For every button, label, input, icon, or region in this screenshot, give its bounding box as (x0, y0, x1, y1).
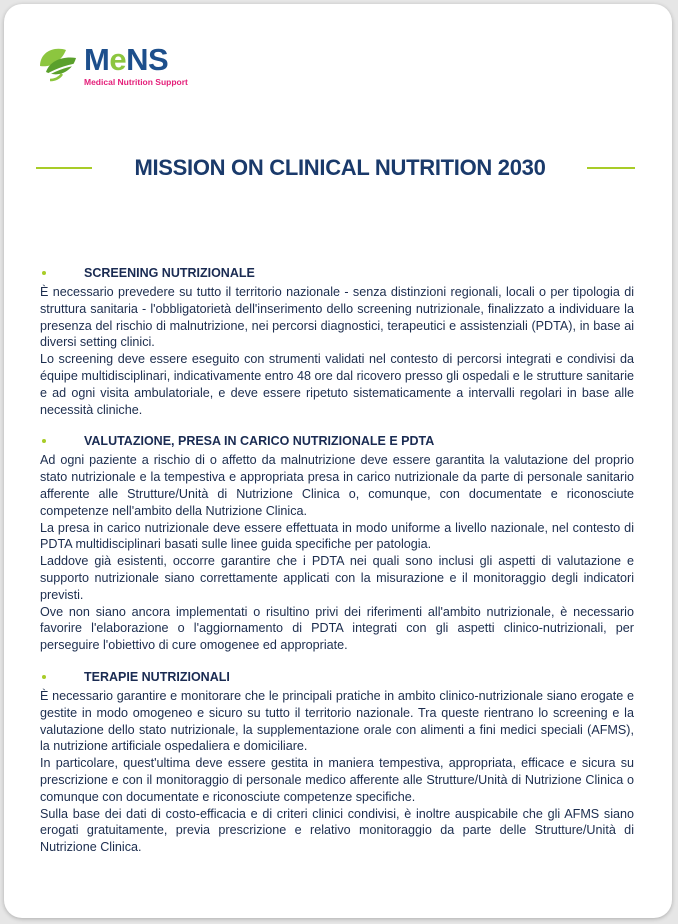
paragraph: Laddove già esistenti, occorre garantire che i PDTA nei quali sono inclusi gli aspetti di valutazione e supporto nutrizionale siano correttamente applicati con la misurazione e il monitoraggio degli indicatori previsti. (40, 554, 634, 602)
section-heading-valutazione: VALUTAZIONE, PRESA IN CARICO NUTRIZIONALE E PDTA (40, 430, 634, 452)
paragraph: È necessario garantire e monitorare che le principali pratiche in ambito clinico-nutrizionale siano erogate e gestite in modo omogeneo e sicuro su tutto il territorio nazionale. Tra queste rientrano lo screening e la valutazione dello stato nutrizionale, la supplementazione orale con alimenti a fini medici speciali (AFMS), la nutrizione artificiale ospedaliera e domiciliare. (40, 688, 634, 754)
title-row (4, 154, 672, 184)
section-heading-screening: SCREENING NUTRIZIONALE (40, 262, 634, 284)
bullet-icon (42, 675, 46, 679)
paragraph: La presa in carico nutrizionale deve essere effettuata in modo uniforme a livello nazionale, nel contesto di PDTA multidisciplinari basati sulle linee guida specifiche per patologia. (40, 520, 634, 552)
page-title: MISSION ON CLINICAL NUTRITION 2030 (134, 155, 546, 180)
logo-wordmark: MeNS (84, 42, 169, 77)
bullet-icon (42, 439, 46, 443)
title-rule-right (587, 167, 635, 169)
mens-logo (36, 42, 216, 90)
document-body (40, 262, 634, 856)
bullet-icon (42, 271, 46, 275)
paragraph: In particolare, quest'ultima deve essere gestita in maniera tempestiva, appropriata, efficace e sicura su prescrizione e con il monitoraggio di personale medico afferente alle Strutture/Unità di Nutrizione Clinica o comunque con documentate e riconosciute competenze specifiche. (40, 756, 634, 804)
logo-tagline: Medical Nutrition Support (84, 77, 188, 87)
paragraph: Lo screening deve essere eseguito con strumenti validati nel contesto di percorsi integrati e condivisi da équipe multidisciplinari, indicativamente entro 48 ore dal ricovero presso gli ospedali e le strutture sanitarie e ad ogni visita ambulatoriale, e deve essere ripetuto sistematicamente a intervalli regolari in base alle necessità cliniche. (40, 352, 634, 417)
paragraph: Ove non siano ancora implementati o risultino privi dei riferimenti all'ambito nutrizionale, è necessario favorire l'elaborazione o l'aggiornamento di PDTA integrati con gli aspetti clinico-nutrizionali, per perseguire l'obiettivo di cure omogenee ed appropriate. (40, 604, 634, 653)
document-page (4, 4, 672, 918)
paragraph: Ad ogni paziente a rischio di o affetto da malnutrizione deve essere garantita la valutazione del proprio stato nutrizionale e la tempestiva e appropriata presa in carico nutrizionale da parte di personale sanitario afferente alle Strutture/Unità di Nutrizione Clinica o, comunque, con documentate e riconosciute competenze nell'ambito della Nutrizione Clinica. (40, 453, 634, 518)
paragraph: È necessario prevedere su tutto il territorio nazionale - senza distinzioni regionali, locali o per tipologia di struttura sanitaria - l'obbligatorietà dell'inserimento dello screening nutrizionale, finalizzato a individuare la presenza del rischio di malnutrizione, nei percorsi diagnostici, terapeutici e assistenziali (PDTA), in base ai diversi setting clinici. (40, 285, 634, 350)
leaf-icon (36, 44, 82, 86)
paragraph: Sulla base dei dati di costo-efficacia e di criteri clinici condivisi, è inoltre auspicabile che gli AFMS siano erogati gratuitamente, previa prescrizione e relativo monitoraggio da parte delle Strutture/Unità di Nutrizione Clinica. (40, 806, 634, 855)
title-rule-left (36, 167, 92, 169)
section-heading-terapie: TERAPIE NUTRIZIONALI (40, 666, 634, 688)
